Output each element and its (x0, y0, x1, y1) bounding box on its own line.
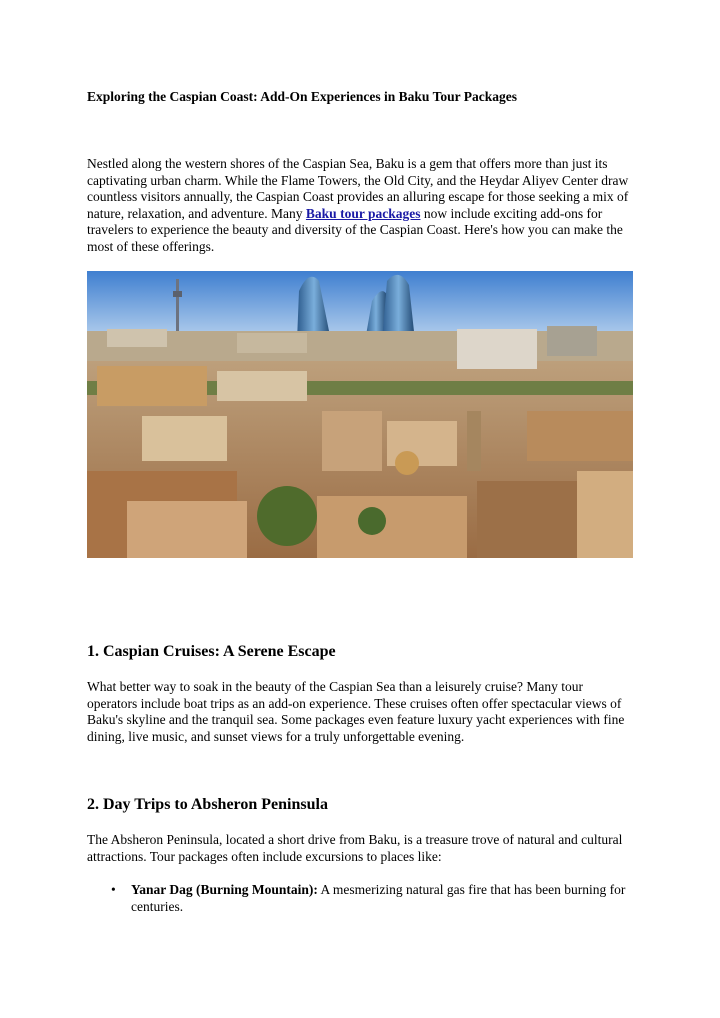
bullet-icon: • (111, 882, 116, 897)
intro-text-after: now include exciting add-ons for travelers to experience the beauty and diversity of the Caspian Coast. Here's how you can make the most of these offerings. (87, 205, 623, 254)
baku-tour-packages-link[interactable]: Baku tour packages (305, 205, 421, 221)
cityscape-illustration (87, 271, 633, 558)
list-item-term: Yanar Dag (Burning Mountain): (131, 882, 318, 897)
intro-text-before: Nestled along the western shores of the Caspian Sea, Baku is a gem that offers more than just its captivating urban charm. While the Flame Towers, the Old City, and the Heydar Aliyev Center draw countless visitors annually, the Caspian Coast provides an alluring escape for those seeking a mix of nature, relaxation, and adventure. Many (87, 156, 629, 221)
document-title: Exploring the Caspian Coast: Add-On Experiences in Baku Tour Packages (87, 89, 517, 104)
baku-cityscape-image (87, 271, 633, 558)
list-item (87, 882, 635, 915)
intro-paragraph (87, 156, 635, 256)
section-heading-cruises: 1. Caspian Cruises: A Serene Escape (87, 643, 336, 660)
attractions-list (87, 882, 635, 915)
list-item-desc: A mesmerizing natural gas fire that has been burning for centuries. (131, 882, 626, 914)
section-body-absheron: The Absheron Peninsula, located a short drive from Baku, is a treasure trove of natural and cultural attractions. Tour packages often include excursions to places like: (87, 832, 623, 864)
section-heading-absheron: 2. Day Trips to Absheron Peninsula (87, 796, 328, 813)
section-body-cruises: What better way to soak in the beauty of the Caspian Sea than a leisurely cruise? Many tour operators include boat trips as an add-on experience. These cruises often offer spectacular views of Baku's skyline and the tranquil sea. Some packages even feature luxury yacht experiences with fine dining, live music, and sunset views for a truly unforgettable evening. (87, 679, 625, 744)
